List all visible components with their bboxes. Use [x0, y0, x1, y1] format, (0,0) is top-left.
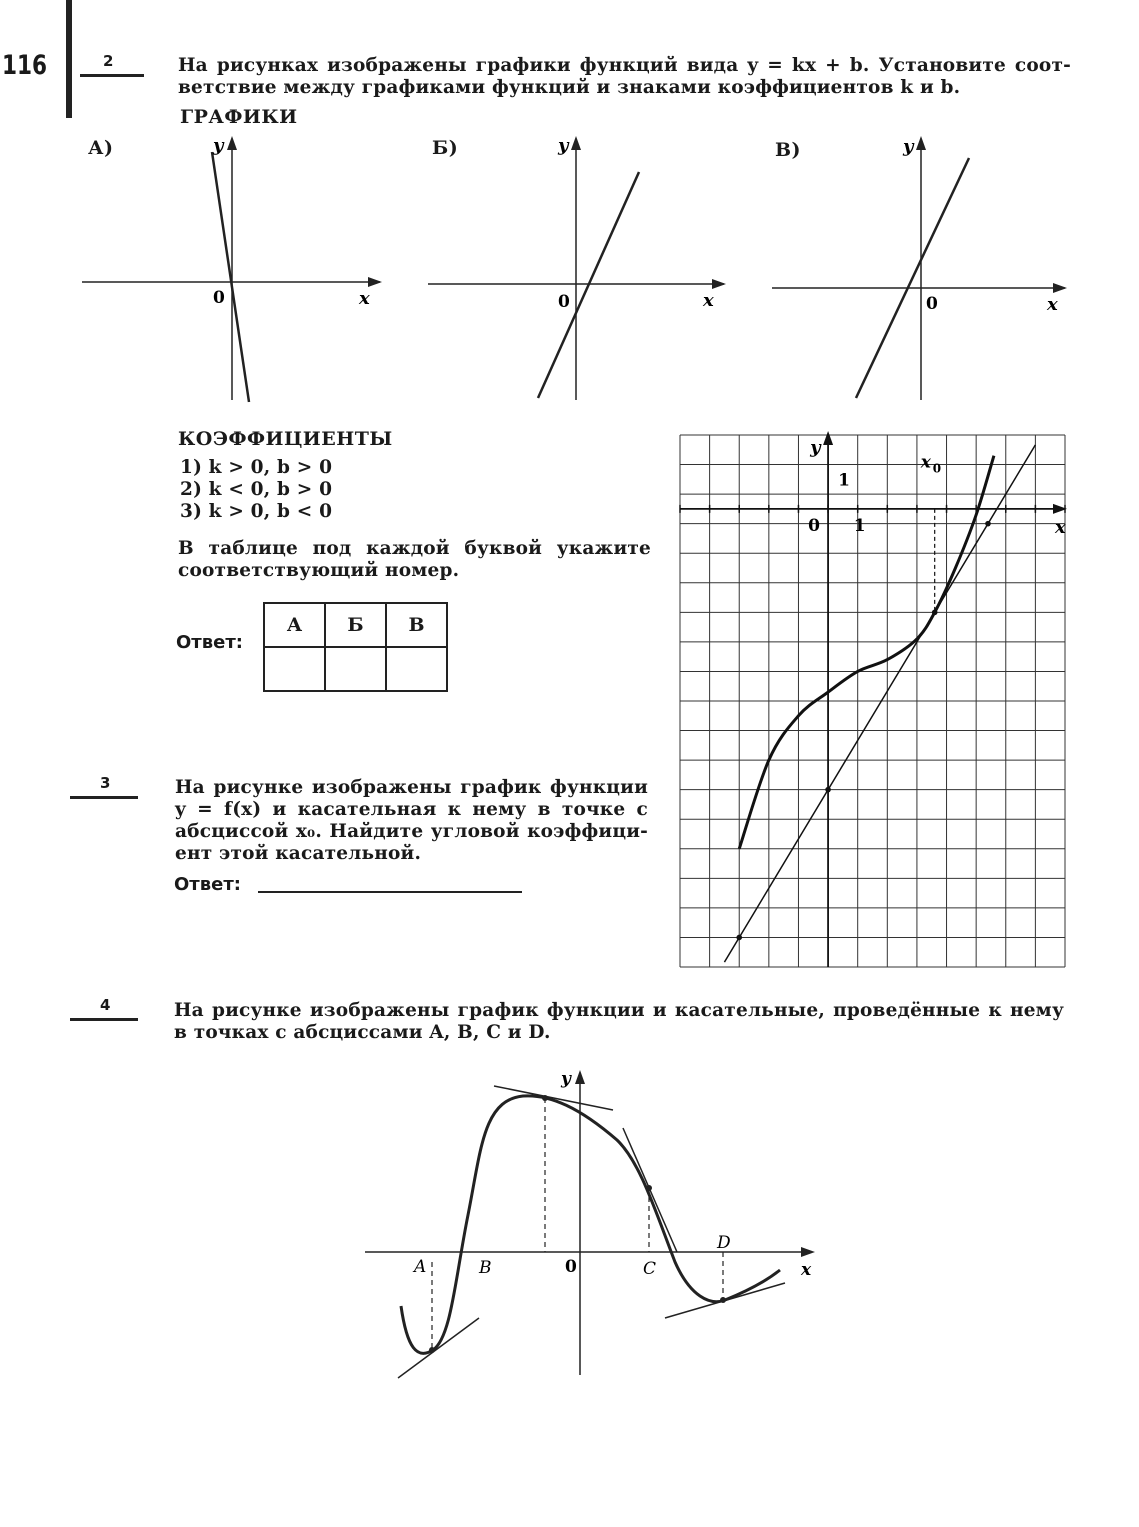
answer-table: [263, 602, 448, 692]
task-3-text-line-2: y = f(x) и касательная к нему в точке с: [175, 799, 648, 820]
task-4-graph: [355, 1060, 825, 1390]
answer-cell-a[interactable]: [264, 647, 325, 691]
grid-y-label: y: [810, 437, 821, 458]
label-c: C: [643, 1259, 657, 1279]
grid-origin: 0: [808, 515, 820, 536]
graph-v-y-label: y: [903, 136, 914, 157]
task-2-answer-line: [80, 74, 144, 77]
tangent-point: [736, 935, 742, 941]
task-4-text-line-2: в точках с абсциссами A, B, C и D.: [174, 1022, 551, 1043]
grid-x-label: x: [1055, 516, 1066, 538]
task-3-number: 3: [100, 774, 111, 792]
graph-a-x-arrow: [368, 277, 382, 287]
coefficients-heading: КОЭФФИЦИЕНТЫ: [178, 428, 393, 450]
graph-a-y-arrow: [227, 136, 237, 150]
point-c: [646, 1185, 652, 1191]
answer-cell-v[interactable]: [386, 647, 447, 691]
task-4-origin: 0: [565, 1257, 577, 1277]
graph-b-origin: 0: [558, 292, 570, 312]
task-3-answer-field[interactable]: [258, 891, 522, 893]
task-3-graph: [670, 425, 1070, 980]
graphs-heading: ГРАФИКИ: [180, 106, 298, 128]
graph-v-x-arrow: [1053, 283, 1067, 293]
graph-b: [428, 130, 738, 405]
graph-v-origin: 0: [926, 294, 938, 314]
tangent-at-a: [398, 1318, 479, 1378]
graph-b-x-label: x: [703, 290, 714, 311]
answer-table-header-v: В: [386, 603, 447, 647]
coefficient-option-3: 3) k > 0, b < 0: [180, 501, 333, 522]
task-2-answer-label: Ответ:: [176, 632, 243, 653]
instruction-line-1: В таблице под каждой буквой укажите: [178, 538, 651, 559]
answer-cell-b[interactable]: [325, 647, 386, 691]
point-b: [542, 1095, 548, 1101]
graph-b-x-arrow: [712, 279, 726, 289]
label-a: A: [414, 1257, 427, 1277]
graph-a-y-label: y: [213, 135, 224, 156]
task-3-text-line-4: ент этой касательной.: [175, 843, 422, 864]
grid-x-tick-one: 1: [853, 515, 866, 536]
grid-y-tick-one: 1: [838, 470, 850, 491]
task-2-text-line-1: На рисунках изображены графики функций вида y = kx + b. Установите соот-: [178, 55, 1071, 76]
task-4-number: 4: [100, 996, 111, 1014]
task-2-text-line-2: ветствие между графиками функций и знаками коэффициентов k и b.: [178, 77, 961, 98]
task-3-text-line-3: абсциссой x₀. Найдите угловой коэффици-: [175, 821, 648, 842]
x0-label: x: [920, 452, 931, 473]
graph-a-origin: 0: [213, 288, 225, 308]
graph-a: [82, 130, 392, 405]
tangent-point: [985, 521, 991, 527]
graph-b-label: Б): [432, 137, 459, 159]
task-3-answer-label: Ответ:: [174, 874, 241, 895]
task-4-text-line-1: На рисунке изображены график функции и касательные, проведённые к нему: [174, 1000, 1064, 1021]
coefficient-option-1: 1) k > 0, b > 0: [180, 457, 333, 478]
grid-y-arrow: [823, 431, 833, 445]
answer-table-header-a: А: [264, 603, 325, 647]
task-4-x-arrow: [801, 1247, 815, 1257]
task-4-y-arrow: [575, 1070, 585, 1084]
graph-b-y-label: y: [558, 135, 569, 156]
page-number: 116: [2, 50, 48, 81]
x0-subscript: 0: [932, 461, 942, 476]
answer-table-header-b: Б: [325, 603, 386, 647]
task-2-number: 2: [103, 52, 114, 70]
graph-v: [772, 130, 1082, 405]
graph-v-x-label: x: [1047, 294, 1058, 315]
task-3-text-line-1: На рисунке изображены график функции: [175, 777, 648, 798]
graph-a-x-label: x: [359, 288, 370, 309]
page-margin-bar: [66, 0, 72, 118]
task-4-answer-line: [70, 1018, 138, 1021]
graph-b-line: [538, 172, 639, 398]
task-3-answer-line: [70, 796, 138, 799]
point-d: [720, 1297, 726, 1303]
tangent-point: [825, 787, 831, 793]
graph-v-line: [856, 158, 969, 398]
task-4-x-label: x: [801, 1260, 812, 1280]
instruction-line-2: соответствующий номер.: [178, 560, 460, 581]
graph-b-y-arrow: [571, 136, 581, 150]
label-b: B: [479, 1258, 492, 1278]
graph-v-label: В): [775, 139, 802, 161]
coefficient-option-2: 2) k < 0, b > 0: [180, 479, 333, 500]
label-d: D: [717, 1233, 731, 1253]
graph-v-y-arrow: [916, 136, 926, 150]
task-4-function-curve: [401, 1096, 780, 1354]
graph-a-label: А): [88, 137, 114, 159]
graph-a-line: [212, 152, 249, 402]
point-a: [429, 1347, 435, 1353]
task-4-y-label: y: [561, 1069, 571, 1089]
